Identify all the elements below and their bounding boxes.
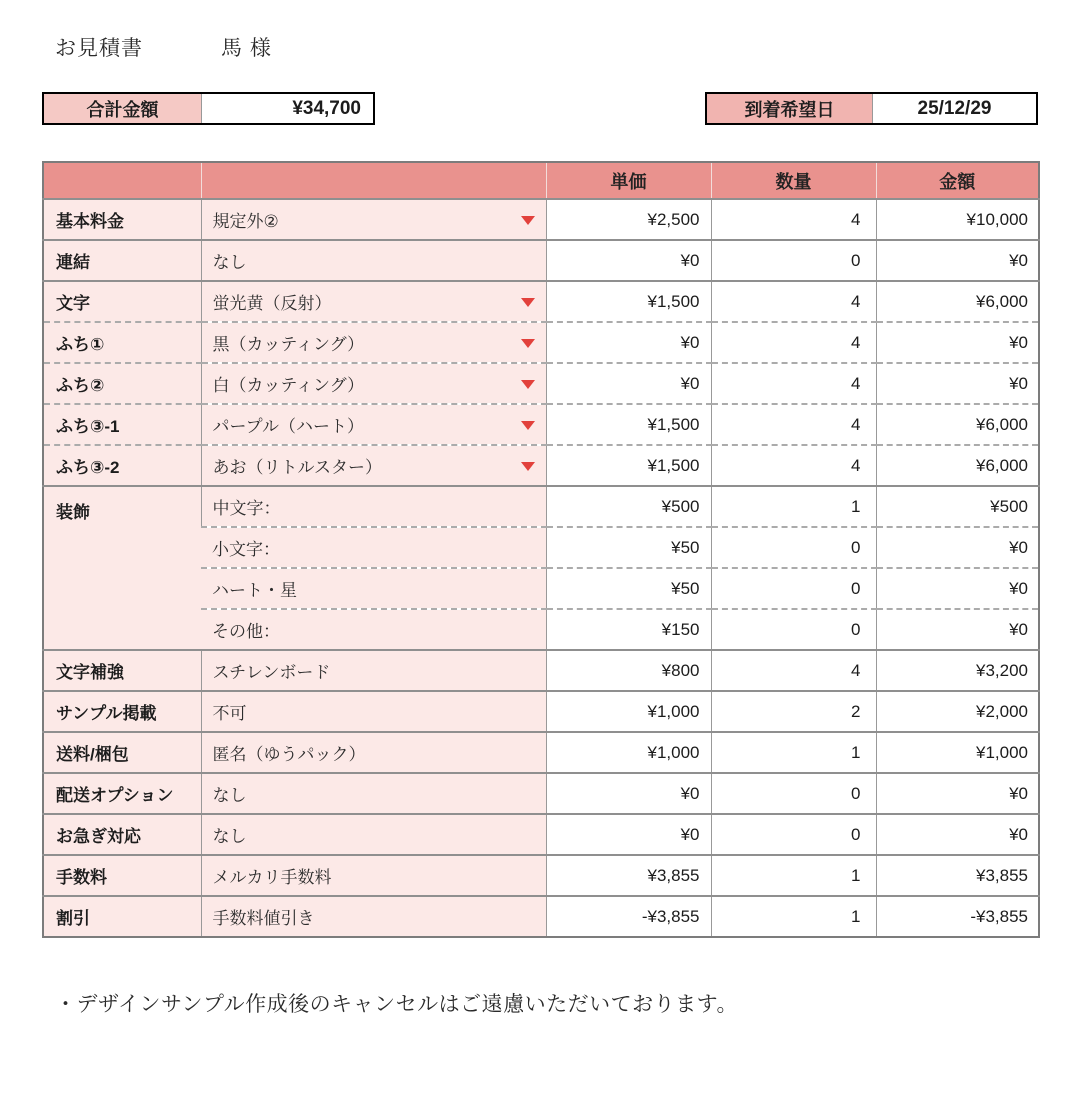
row-label: 手数料 <box>43 855 201 896</box>
unit-price-cell: ¥800 <box>546 650 711 691</box>
table-row <box>43 855 1039 896</box>
customer-name: 馬 様 <box>221 37 272 60</box>
table-row <box>43 732 1039 773</box>
row-option: ハート・星 <box>201 568 546 609</box>
row-option: 小文字： <box>201 527 546 568</box>
row-label: 連結 <box>43 240 201 281</box>
header-unit-price: 単価 <box>546 162 711 199</box>
amount-cell: ¥1,000 <box>876 732 1039 773</box>
unit-price-cell: ¥1,500 <box>546 404 711 445</box>
unit-price-cell: ¥0 <box>546 322 711 363</box>
dropdown-arrow-icon[interactable] <box>521 339 535 348</box>
table-row <box>43 445 1039 486</box>
row-label: ふち① <box>43 322 201 363</box>
header-option <box>201 162 546 199</box>
row-label: お急ぎ対応 <box>43 814 201 855</box>
total-amount-value: ¥34,700 <box>292 97 361 119</box>
quantity-cell: 4 <box>711 650 876 691</box>
quantity-cell: 4 <box>711 404 876 445</box>
header-item <box>43 162 201 199</box>
unit-price-cell: ¥0 <box>546 363 711 404</box>
unit-price-cell: ¥1,500 <box>546 281 711 322</box>
header-row <box>43 162 1039 199</box>
row-option: なし <box>201 240 546 281</box>
row-label: 配送オプション <box>43 773 201 814</box>
unit-price-cell: ¥50 <box>546 568 711 609</box>
quantity-cell: 1 <box>711 896 876 937</box>
quantity-cell: 4 <box>711 281 876 322</box>
row-label: 文字 <box>43 281 201 322</box>
dropdown-arrow-icon[interactable] <box>521 380 535 389</box>
unit-price-cell: ¥1,000 <box>546 732 711 773</box>
row-option: 匿名（ゆうパック） <box>201 732 546 773</box>
unit-price-cell: ¥2,500 <box>546 199 711 240</box>
table-row <box>43 240 1039 281</box>
table-row <box>43 896 1039 937</box>
row-label: ふち② <box>43 363 201 404</box>
total-amount-box <box>42 92 375 125</box>
header-amount: 金額 <box>876 162 1039 199</box>
amount-cell: ¥500 <box>876 486 1039 527</box>
row-option[interactable]: 黒（カッティング） <box>201 322 546 363</box>
dropdown-arrow-icon[interactable] <box>521 298 535 307</box>
row-option: なし <box>201 773 546 814</box>
amount-cell: ¥0 <box>876 773 1039 814</box>
unit-price-cell: ¥0 <box>546 814 711 855</box>
arrival-date-value[interactable]: 25/12/29 <box>917 97 992 119</box>
row-label: サンプル掲載 <box>43 691 201 732</box>
estimate-table <box>42 161 1040 938</box>
row-label: 基本料金 <box>43 199 201 240</box>
row-option[interactable]: あお（リトルスター） <box>201 445 546 486</box>
row-option[interactable]: パープル（ハート） <box>201 404 546 445</box>
amount-cell: ¥6,000 <box>876 404 1039 445</box>
row-option: 手数料値引き <box>201 896 546 937</box>
amount-cell: ¥6,000 <box>876 445 1039 486</box>
cancel-note: ・デザインサンプル作成後のキャンセルはご遠慮いただいております。 <box>55 993 738 1016</box>
dropdown-arrow-icon[interactable] <box>521 462 535 471</box>
unit-price-cell: ¥150 <box>546 609 711 650</box>
quantity-cell: 0 <box>711 773 876 814</box>
table-row <box>43 691 1039 732</box>
amount-cell: ¥3,855 <box>876 855 1039 896</box>
row-label: 装飾 <box>43 486 201 650</box>
table-row <box>43 814 1039 855</box>
row-label: 文字補強 <box>43 650 201 691</box>
table-row <box>43 363 1039 404</box>
table-row <box>43 322 1039 363</box>
quantity-cell: 4 <box>711 445 876 486</box>
table-row <box>43 199 1039 240</box>
unit-price-cell: ¥1,000 <box>546 691 711 732</box>
amount-cell: ¥3,200 <box>876 650 1039 691</box>
total-amount-label: 合計金額 <box>44 94 202 123</box>
row-label: ふち③-1 <box>43 404 201 445</box>
unit-price-cell: ¥1,500 <box>546 445 711 486</box>
quantity-cell: 2 <box>711 691 876 732</box>
page-title: お見積書 <box>55 37 143 60</box>
amount-cell: ¥0 <box>876 322 1039 363</box>
quantity-cell: 0 <box>711 527 876 568</box>
header-quantity: 数量 <box>711 162 876 199</box>
row-option: その他： <box>201 609 546 650</box>
row-option[interactable]: 蛍光黄（反射） <box>201 281 546 322</box>
table-row <box>43 486 1039 527</box>
amount-cell: ¥0 <box>876 568 1039 609</box>
unit-price-cell: ¥0 <box>546 240 711 281</box>
dropdown-arrow-icon[interactable] <box>521 421 535 430</box>
row-option[interactable]: 規定外② <box>201 199 546 240</box>
summary-row <box>42 92 1038 125</box>
amount-cell: ¥0 <box>876 814 1039 855</box>
row-option: スチレンボード <box>201 650 546 691</box>
titlebar <box>55 32 1080 62</box>
amount-cell: ¥2,000 <box>876 691 1039 732</box>
quantity-cell: 1 <box>711 486 876 527</box>
table-row <box>43 404 1039 445</box>
row-option: 不可 <box>201 691 546 732</box>
arrival-date-label: 到着希望日 <box>707 94 873 123</box>
amount-cell: ¥10,000 <box>876 199 1039 240</box>
quantity-cell: 4 <box>711 322 876 363</box>
row-option: メルカリ手数料 <box>201 855 546 896</box>
table-row <box>43 650 1039 691</box>
unit-price-cell: ¥50 <box>546 527 711 568</box>
dropdown-arrow-icon[interactable] <box>521 216 535 225</box>
amount-cell: ¥0 <box>876 240 1039 281</box>
unit-price-cell: ¥0 <box>546 773 711 814</box>
quantity-cell: 1 <box>711 732 876 773</box>
amount-cell: ¥6,000 <box>876 281 1039 322</box>
unit-price-cell: ¥500 <box>546 486 711 527</box>
amount-cell: ¥0 <box>876 527 1039 568</box>
quantity-cell: 0 <box>711 240 876 281</box>
amount-cell: ¥0 <box>876 363 1039 404</box>
row-option[interactable]: 白（カッティング） <box>201 363 546 404</box>
row-option: なし <box>201 814 546 855</box>
row-label: 割引 <box>43 896 201 937</box>
unit-price-cell: ¥3,855 <box>546 855 711 896</box>
table-row <box>43 773 1039 814</box>
quantity-cell: 4 <box>711 363 876 404</box>
quantity-cell: 1 <box>711 855 876 896</box>
quantity-cell: 0 <box>711 609 876 650</box>
arrival-date-box <box>705 92 1038 125</box>
unit-price-cell: -¥3,855 <box>546 896 711 937</box>
row-label: ふち③-2 <box>43 445 201 486</box>
quantity-cell: 4 <box>711 199 876 240</box>
quantity-cell: 0 <box>711 568 876 609</box>
row-label: 送料/梱包 <box>43 732 201 773</box>
amount-cell: -¥3,855 <box>876 896 1039 937</box>
amount-cell: ¥0 <box>876 609 1039 650</box>
table-row <box>43 281 1039 322</box>
quantity-cell: 0 <box>711 814 876 855</box>
row-option: 中文字： <box>201 486 546 527</box>
